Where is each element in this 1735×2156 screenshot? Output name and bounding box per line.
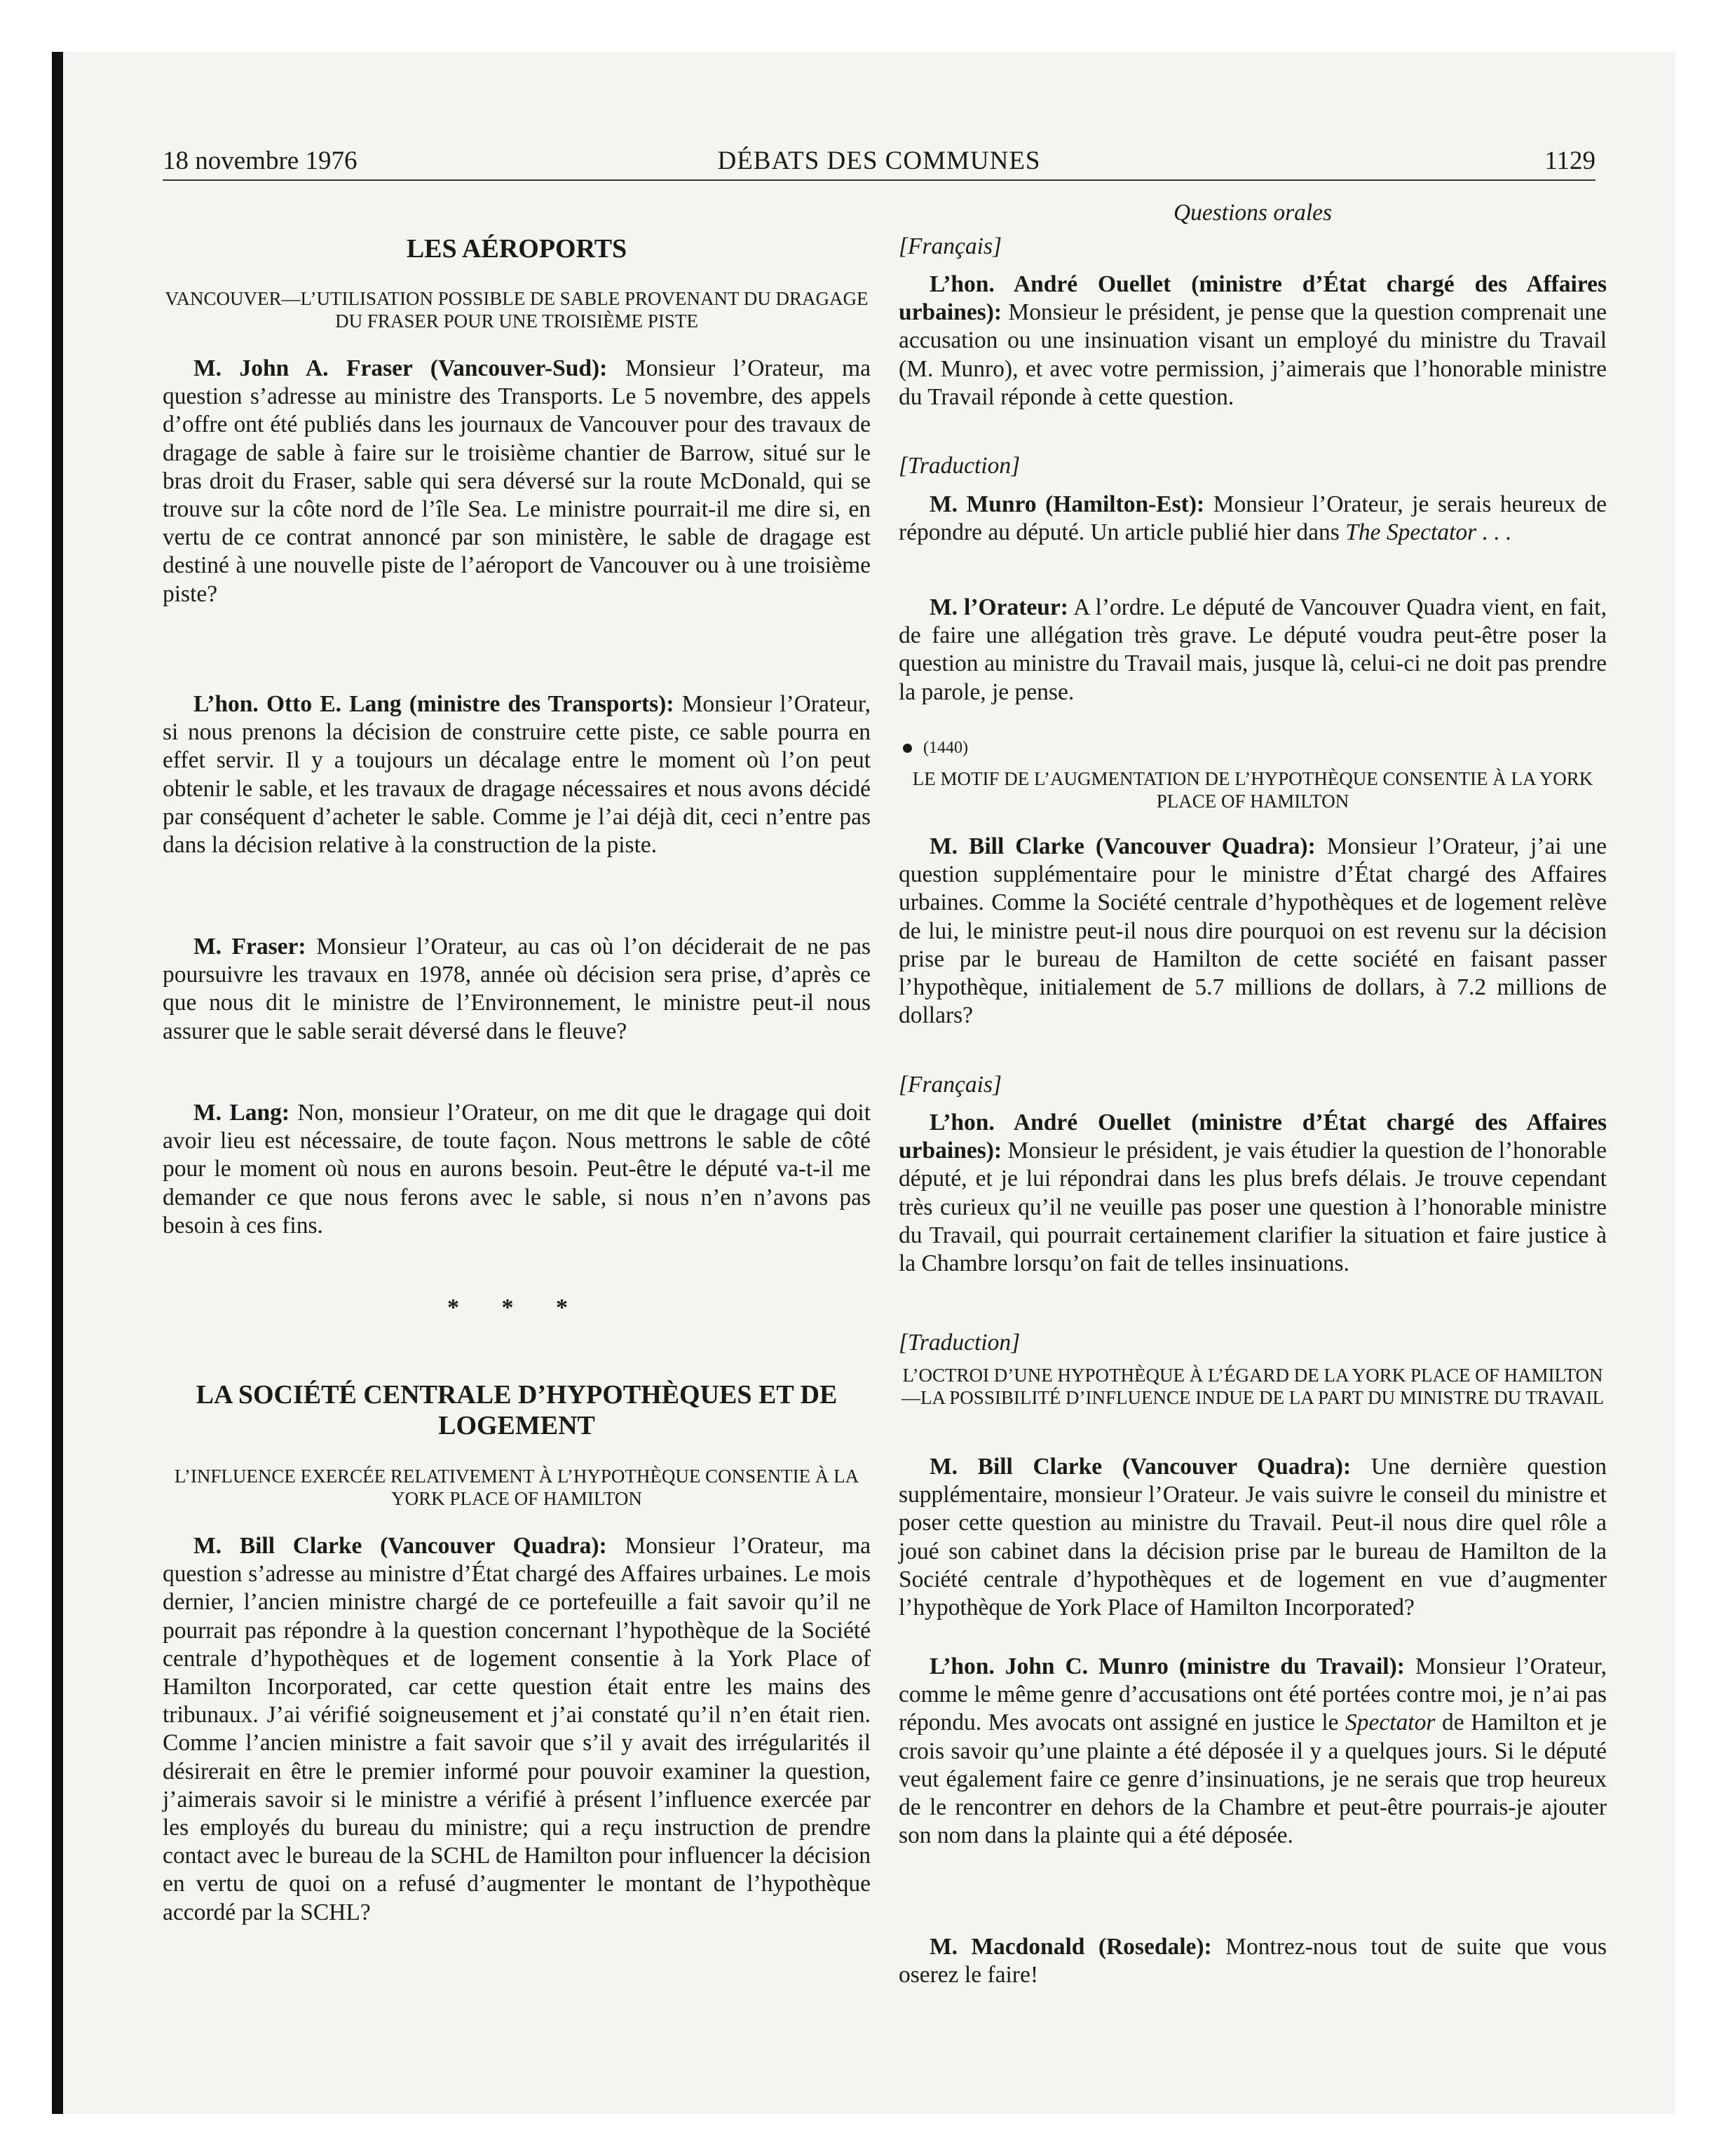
speech-text: Monsieur l’Orateur, je serais heureux de répondre au député. Un article publié hier dans bbox=[899, 491, 1607, 546]
speech-lang-answer bbox=[163, 690, 871, 859]
scan-edge bbox=[52, 52, 63, 2114]
speech-text: Monsieur l’Orateur, si nous prenons la décision de construire cette piste, ce sable pourra en effet servir. Il y a toujours un décalage entre le moment où l’on peut obtenir le sable, et les travaux de dragage nécessaires et nous avons décidé par conséquent d’acheter le sable. Comme je l’ai déjà dit, ceci n’entre pas dans la décision relative à la construction de la piste. bbox=[163, 691, 871, 859]
subheading-influence: L’INFLUENCE EXERCÉE RELATIVEMENT À L’HYPOTHÈQUE CONSENTIE À LA YORK PLACE OF HAMILTON bbox=[174, 1466, 859, 1509]
heading-aeroports: LES AÉROPORTS bbox=[406, 234, 627, 264]
speaker-name: L’hon. Otto E. Lang (ministre des Transports): bbox=[193, 691, 674, 717]
page-header bbox=[163, 145, 1595, 177]
speech-clarke-supplementary bbox=[899, 833, 1607, 1030]
speech-text: de Hamilton et je crois savoir qu’une plainte a été déposée il y a quelques jours. Si le député veut également faire ce genre d’insinuations, je ne serais que trop heureux de le rencontrer en dehors de la Chambre et peut-être pourrais-je ajouter son nom dans la plainte qui a été déposée. bbox=[899, 1710, 1607, 1849]
speech-lang-reply bbox=[163, 1099, 871, 1240]
speaker-name: M. John A. Fraser (Vancouver-Sud): bbox=[193, 355, 608, 381]
speaker-name: M. Bill Clarke (Vancouver Quadra): bbox=[930, 1454, 1352, 1480]
speaker-name: M. Macdonald (Rosedale): bbox=[930, 1934, 1212, 1960]
speech-ouellet-reply bbox=[899, 271, 1607, 411]
speech-italic: Spectator bbox=[1345, 1710, 1436, 1736]
speech-italic: The Spectator . . . bbox=[1345, 519, 1512, 546]
speaker-name: M. Bill Clarke (Vancouver Quadra): bbox=[193, 1533, 607, 1559]
speaker-name: M. Bill Clarke (Vancouver Quadra): bbox=[930, 833, 1316, 859]
speaker-name: M. Munro (Hamilton-Est): bbox=[930, 491, 1205, 517]
header-date: 18 novembre 1976 bbox=[163, 146, 358, 175]
language-tag: [Traduction] bbox=[899, 1330, 1021, 1356]
section-separator: * * * bbox=[447, 1295, 586, 1321]
speech-text: Monsieur l’Orateur, j’ai une question supplémentaire pour le ministre d’État chargé des Affaires urbaines. Comme la Société centrale d’hypothèques et de logement relève de lui, le ministre peut-il nous dire pourquoi on est revenu sur la décision prise par le bureau de Hamilton de cette société en faisant passer l’hypothèque, initialement de 5.7 millions de dollars, à 7.2 millions de dollars? bbox=[899, 833, 1607, 1029]
left-column bbox=[163, 196, 871, 2089]
header-page-number: 1129 bbox=[1544, 146, 1595, 175]
speaker-name: L’hon. John C. Munro (ministre du Travail): bbox=[930, 1653, 1405, 1679]
speech-fraser-question bbox=[163, 355, 871, 608]
header-title: DÉBATS DES COMMUNES bbox=[717, 146, 1041, 175]
language-tag: [Français] bbox=[899, 233, 1002, 259]
speech-text: Monsieur l’Orateur, au cas où l’on déciderait de ne pas poursuivre les travaux en 1978, année où décision sera prise, d’après ce que nous dit le ministre de l’Environnement, le ministre peut-il nous assurer que le sable serait déversé dans le fleuve? bbox=[163, 934, 871, 1044]
speech-fraser-supplementary bbox=[163, 933, 871, 1046]
right-column bbox=[899, 196, 1607, 2089]
speech-text: Non, monsieur l’Orateur, on me dit que le dragage qui doit avoir lieu est nécessaire, de toute façon. Nous mettrons le sable de côté pour le moment où nous en aurons besoin. Peut-être le député va-t-il me demander ce que nous ferons avec le sable, si nous n’en n’avons pas besoin à ces fins. bbox=[163, 1100, 871, 1239]
language-tag: [Traduction] bbox=[899, 453, 1021, 479]
speech-clarke-final bbox=[899, 1453, 1607, 1622]
speech-munro-answer bbox=[899, 1653, 1607, 1850]
speech-macdonald bbox=[899, 1933, 1607, 1989]
speech-ouellet-answer bbox=[899, 1109, 1607, 1278]
speech-clarke-question bbox=[163, 1532, 871, 1927]
speech-text: Montrez-nous tout de suite que vous oserez le faire! bbox=[899, 1934, 1607, 1988]
subheading-motif: LE MOTIF DE L’AUGMENTATION DE L’HYPOTHÈQUE CONSENTIE À LA YORK PLACE OF HAMILTON bbox=[912, 768, 1593, 812]
speech-text: Monsieur l’Orateur, ma question s’adresse au ministre des Transports. Le 5 novembre, des appels d’offre ont été publiés dans les journaux de Vancouver pour des travaux de dragage de sable à faire sur le troisième chantier de Barrow, situé sur le bras droit du Fraser, sable qui sera déversé sur la route McDonald, qui se trouve sur la côte nord de l’île Sea. Le ministre pourrait-il me dire si, en vertu de ce contrat annoncé par son ministère, le sable de dragage est destiné à une nouvelle piste de l’aéroport de Vancouver ou à une troisième piste? bbox=[163, 355, 871, 607]
speech-text: Monsieur le président, je pense que la question comprenait une accusation ou une insinuation visant un employé du ministre du Travail (M. Munro), et avec votre permission, j’aimerais que l’honorable ministre du Travail réponde à cette question. bbox=[899, 299, 1607, 410]
speech-text: A l’ordre. Le député de Vancouver Quadra vient, en fait, de faire une allégation très grave. Le député voudra peut-être poser la question au ministre du Travail mais, jusque là, celui-ci ne doit pas prendre la parole, je pense. bbox=[899, 594, 1607, 705]
speech-text: Monsieur l’Orateur, ma question s’adresse au ministre d’État chargé des Affaires urbaines. Le mois dernier, l’ancien ministre chargé de ce portefeuille a fait savoir qu’il ne pourrait pas répondre à la question concernant l’hypothèque de la Société centrale d’hypothèques et de logement consentie à la York Place of Hamilton Incorporated, car cette question était entre les mains des tribunaux. J’ai vérifié soigneusement et j’ai constaté qu’il n’en était rien. Comme l’ancien ministre a fait savoir que s’il y avait des irrégularités il désirerait en être le premier informé pour pouvoir examiner la question, j’aimerais savoir si le ministre a vérifié à présent l’influence exercée par les employés du bureau du ministre; qui a reçu instruction de prendre contact avec le bureau de la SCHL de Hamilton pour influencer la décision en vertu de quoi on a refusé d’augmenter le montant de l’hypothèque accordé par la SCHL? bbox=[163, 1533, 871, 1925]
speaker-name: M. Fraser: bbox=[193, 934, 306, 960]
speech-text: Une dernière question supplémentaire, monsieur l’Orateur. Je vais suivre le conseil du ministre et poser cette question au ministre du Travail. Peut-il nous dire quel rôle a joué son cabinet dans la décision prise par le bureau de Hamilton de la Société centrale d’hypothèques et de logement en vue d’augmenter l’hypothèque de York Place of Hamilton Incorporated? bbox=[899, 1454, 1607, 1621]
time-marker bbox=[899, 732, 1607, 762]
speech-text: Monsieur l’Orateur, comme le même genre d’accusations ont été portées contre moi, je n’ai pas répondu. Mes avocats ont assigné en justice le bbox=[899, 1653, 1607, 1736]
speaker-name: L’hon. André Ouellet (ministre d’État chargé des Affaires urbaines): bbox=[899, 1110, 1607, 1164]
header-rule bbox=[163, 179, 1595, 181]
heading-schl: LA SOCIÉTÉ CENTRALE D’HYPOTHÈQUES ET DE LOGEMENT bbox=[196, 1380, 838, 1440]
speaker-name: L’hon. André Ouellet (ministre d’État chargé des Affaires urbaines): bbox=[899, 271, 1607, 326]
subheading-octroi: L’OCTROI D’UNE HYPOTHÈQUE À L’ÉGARD DE LA YORK PLACE OF HAMILTON—LA POSSIBILITÉ D’INFLUENCE INDUE DE LA PART DU MINISTRE DU TRAVAIL bbox=[901, 1365, 1604, 1408]
subheading-vancouver: VANCOUVER—L’UTILISATION POSSIBLE DE SABLE PROVENANT DU DRAGAGE DU FRASER POUR UNE TROISIÈME PISTE bbox=[165, 288, 869, 332]
speech-speaker-ruling bbox=[899, 594, 1607, 707]
speaker-name: M. Lang: bbox=[193, 1100, 290, 1126]
language-tag: [Français] bbox=[899, 1072, 1002, 1098]
time-stamp: (1440) bbox=[923, 739, 968, 758]
running-head: Questions orales bbox=[1173, 200, 1333, 226]
speech-munro-reply bbox=[899, 491, 1607, 547]
speech-text: Monsieur le président, je vais étudier la question de l’honorable député, et je lui répondrai dans les plus brefs délais. Je trouve cependant très curieux qu’il ne veuille pas poser une question à l’honorable ministre du Travail, qui pourrait certainement clarifier la situation et faire justice à la Chambre lorsqu’on fait de telles insinuations. bbox=[899, 1138, 1607, 1277]
speaker-name: M. l’Orateur: bbox=[930, 594, 1068, 620]
bullet-icon bbox=[903, 744, 912, 753]
